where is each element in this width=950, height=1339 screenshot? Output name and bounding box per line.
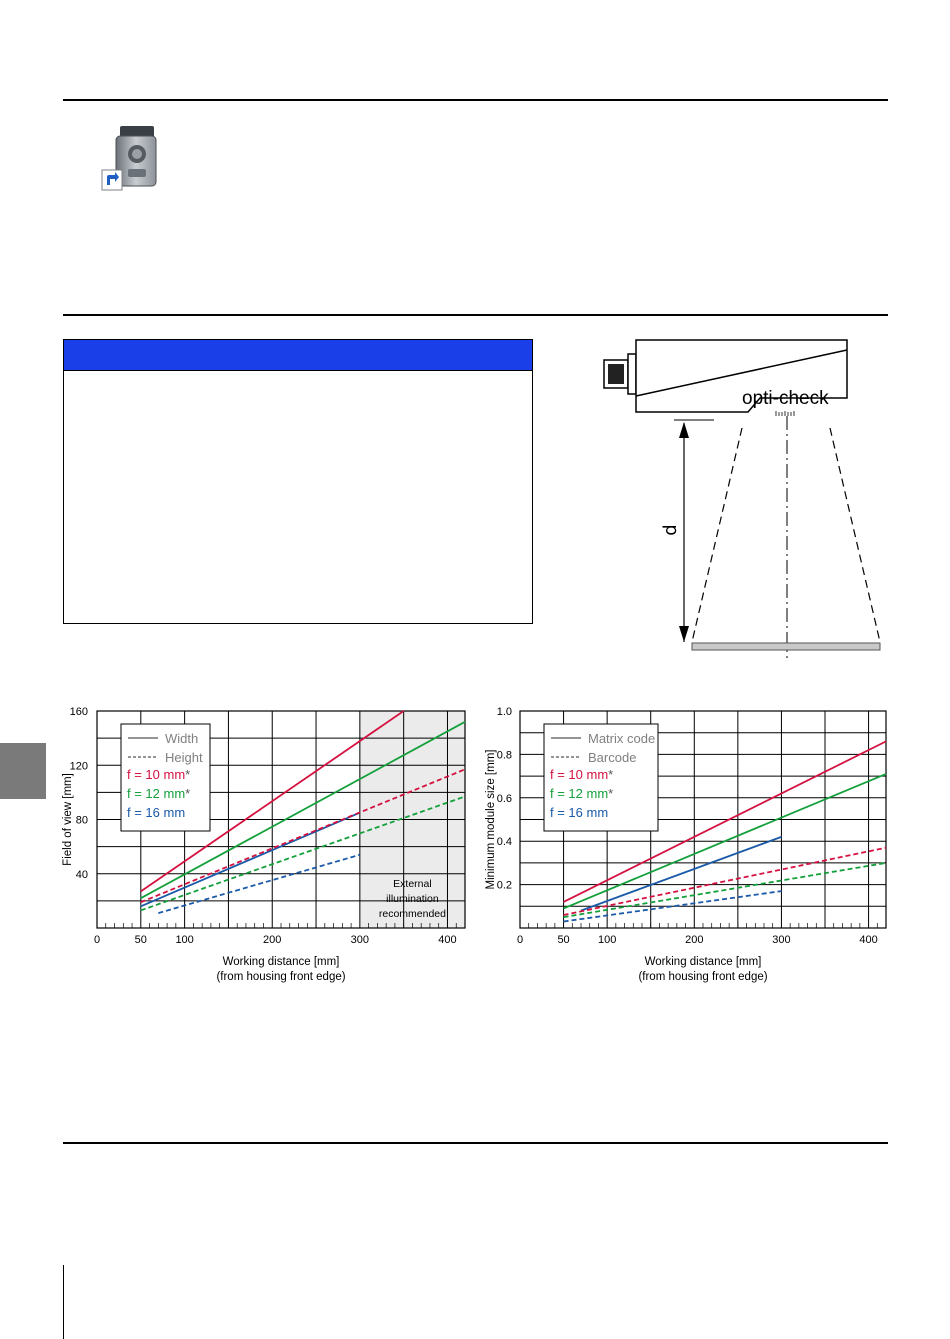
x-tick-label: 100 [597, 934, 617, 946]
device-working-distance-diagram [590, 330, 890, 660]
y-tick-label: 160 [69, 706, 88, 718]
x-tick-label: 50 [134, 934, 147, 946]
legend-style-label: Height [165, 750, 203, 765]
bottom-rule [63, 1142, 888, 1144]
legend-style-label: Barcode [588, 750, 637, 765]
legend-footnote-star: * [185, 786, 191, 801]
x-axis-label: Working distance [mm] [222, 956, 340, 968]
series-line-5 [158, 855, 360, 913]
legend-footnote-star: * [185, 767, 191, 782]
illumination-note: External [393, 878, 432, 890]
sensor-shortcut-icon[interactable] [100, 124, 160, 192]
legend-focal-label [550, 767, 613, 782]
left-margin-line [63, 1265, 64, 1339]
legend-focal-text: f = 10 mm [550, 767, 609, 782]
y-tick-label: 120 [69, 760, 88, 773]
connector-flange [628, 354, 636, 394]
top-rule [63, 99, 888, 101]
x-axis-label: Working distance [mm] [644, 956, 762, 968]
illumination-note: illumination [386, 893, 439, 905]
x-axis-sublabel: (from housing front edge) [638, 971, 768, 983]
y-axis-label: Minimum module size [mm] [485, 749, 497, 890]
y-tick-label: 0.4 [496, 836, 512, 849]
legend-focal-label [127, 767, 190, 782]
info-box-header [64, 340, 532, 371]
field-edge-left [692, 428, 742, 642]
distance-label: d [660, 524, 681, 536]
legend-focal-label [127, 805, 185, 820]
chapter-side-tab [0, 743, 46, 799]
x-tick-label: 200 [685, 934, 704, 946]
x-tick-label: 200 [263, 934, 282, 946]
brand-label: opti-check [742, 388, 829, 409]
target-surface [692, 643, 880, 650]
y-tick-label: 80 [75, 814, 88, 827]
x-tick-label: 50 [557, 934, 570, 946]
y-axis-label: Field of view [mm] [62, 773, 74, 866]
y-tick-label: 1.0 [496, 706, 512, 718]
legend-focal-label [127, 786, 190, 801]
y-tick-label: 0.2 [496, 879, 512, 892]
connector-plug [608, 364, 624, 384]
x-tick-label: 300 [772, 934, 791, 946]
x-tick-label: 0 [516, 934, 524, 946]
legend-focal-text: f = 16 mm [127, 805, 186, 820]
y-tick-label: 40 [75, 868, 88, 881]
info-box [63, 339, 533, 624]
legend-style-label: Width [165, 731, 199, 746]
series-line-2 [581, 837, 781, 911]
x-tick-label: 0 [93, 934, 101, 946]
legend-focal-text: f = 16 mm [550, 805, 609, 820]
x-tick-label: 300 [350, 934, 370, 946]
section-rule [63, 314, 888, 316]
x-tick-label: 400 [438, 934, 457, 946]
illumination-note: recommended [378, 908, 446, 920]
legend-focal-label [550, 805, 608, 820]
legend-focal-text: f = 12 mm [127, 786, 186, 801]
module-size-chart [477, 700, 897, 990]
scale-marks [776, 411, 794, 416]
x-axis-sublabel: (from housing front edge) [216, 971, 346, 983]
field-of-view-chart [55, 700, 475, 990]
legend-style-label: Matrix code [588, 731, 656, 746]
dimension-arrow-top [679, 422, 689, 438]
legend-focal-text: f = 10 mm [127, 767, 186, 782]
legend-footnote-star: * [608, 767, 614, 782]
x-tick-label: 400 [859, 934, 878, 946]
field-edge-right [830, 428, 880, 642]
legend-footnote-star: * [608, 786, 614, 801]
y-tick-label: 0.6 [496, 792, 512, 805]
y-tick-label: 0.8 [496, 749, 512, 762]
legend-focal-label [550, 786, 613, 801]
x-tick-label: 100 [175, 934, 194, 946]
legend-focal-text: f = 12 mm [550, 786, 609, 801]
dimension-arrow-bottom [679, 626, 689, 642]
series-line-4 [564, 863, 886, 917]
